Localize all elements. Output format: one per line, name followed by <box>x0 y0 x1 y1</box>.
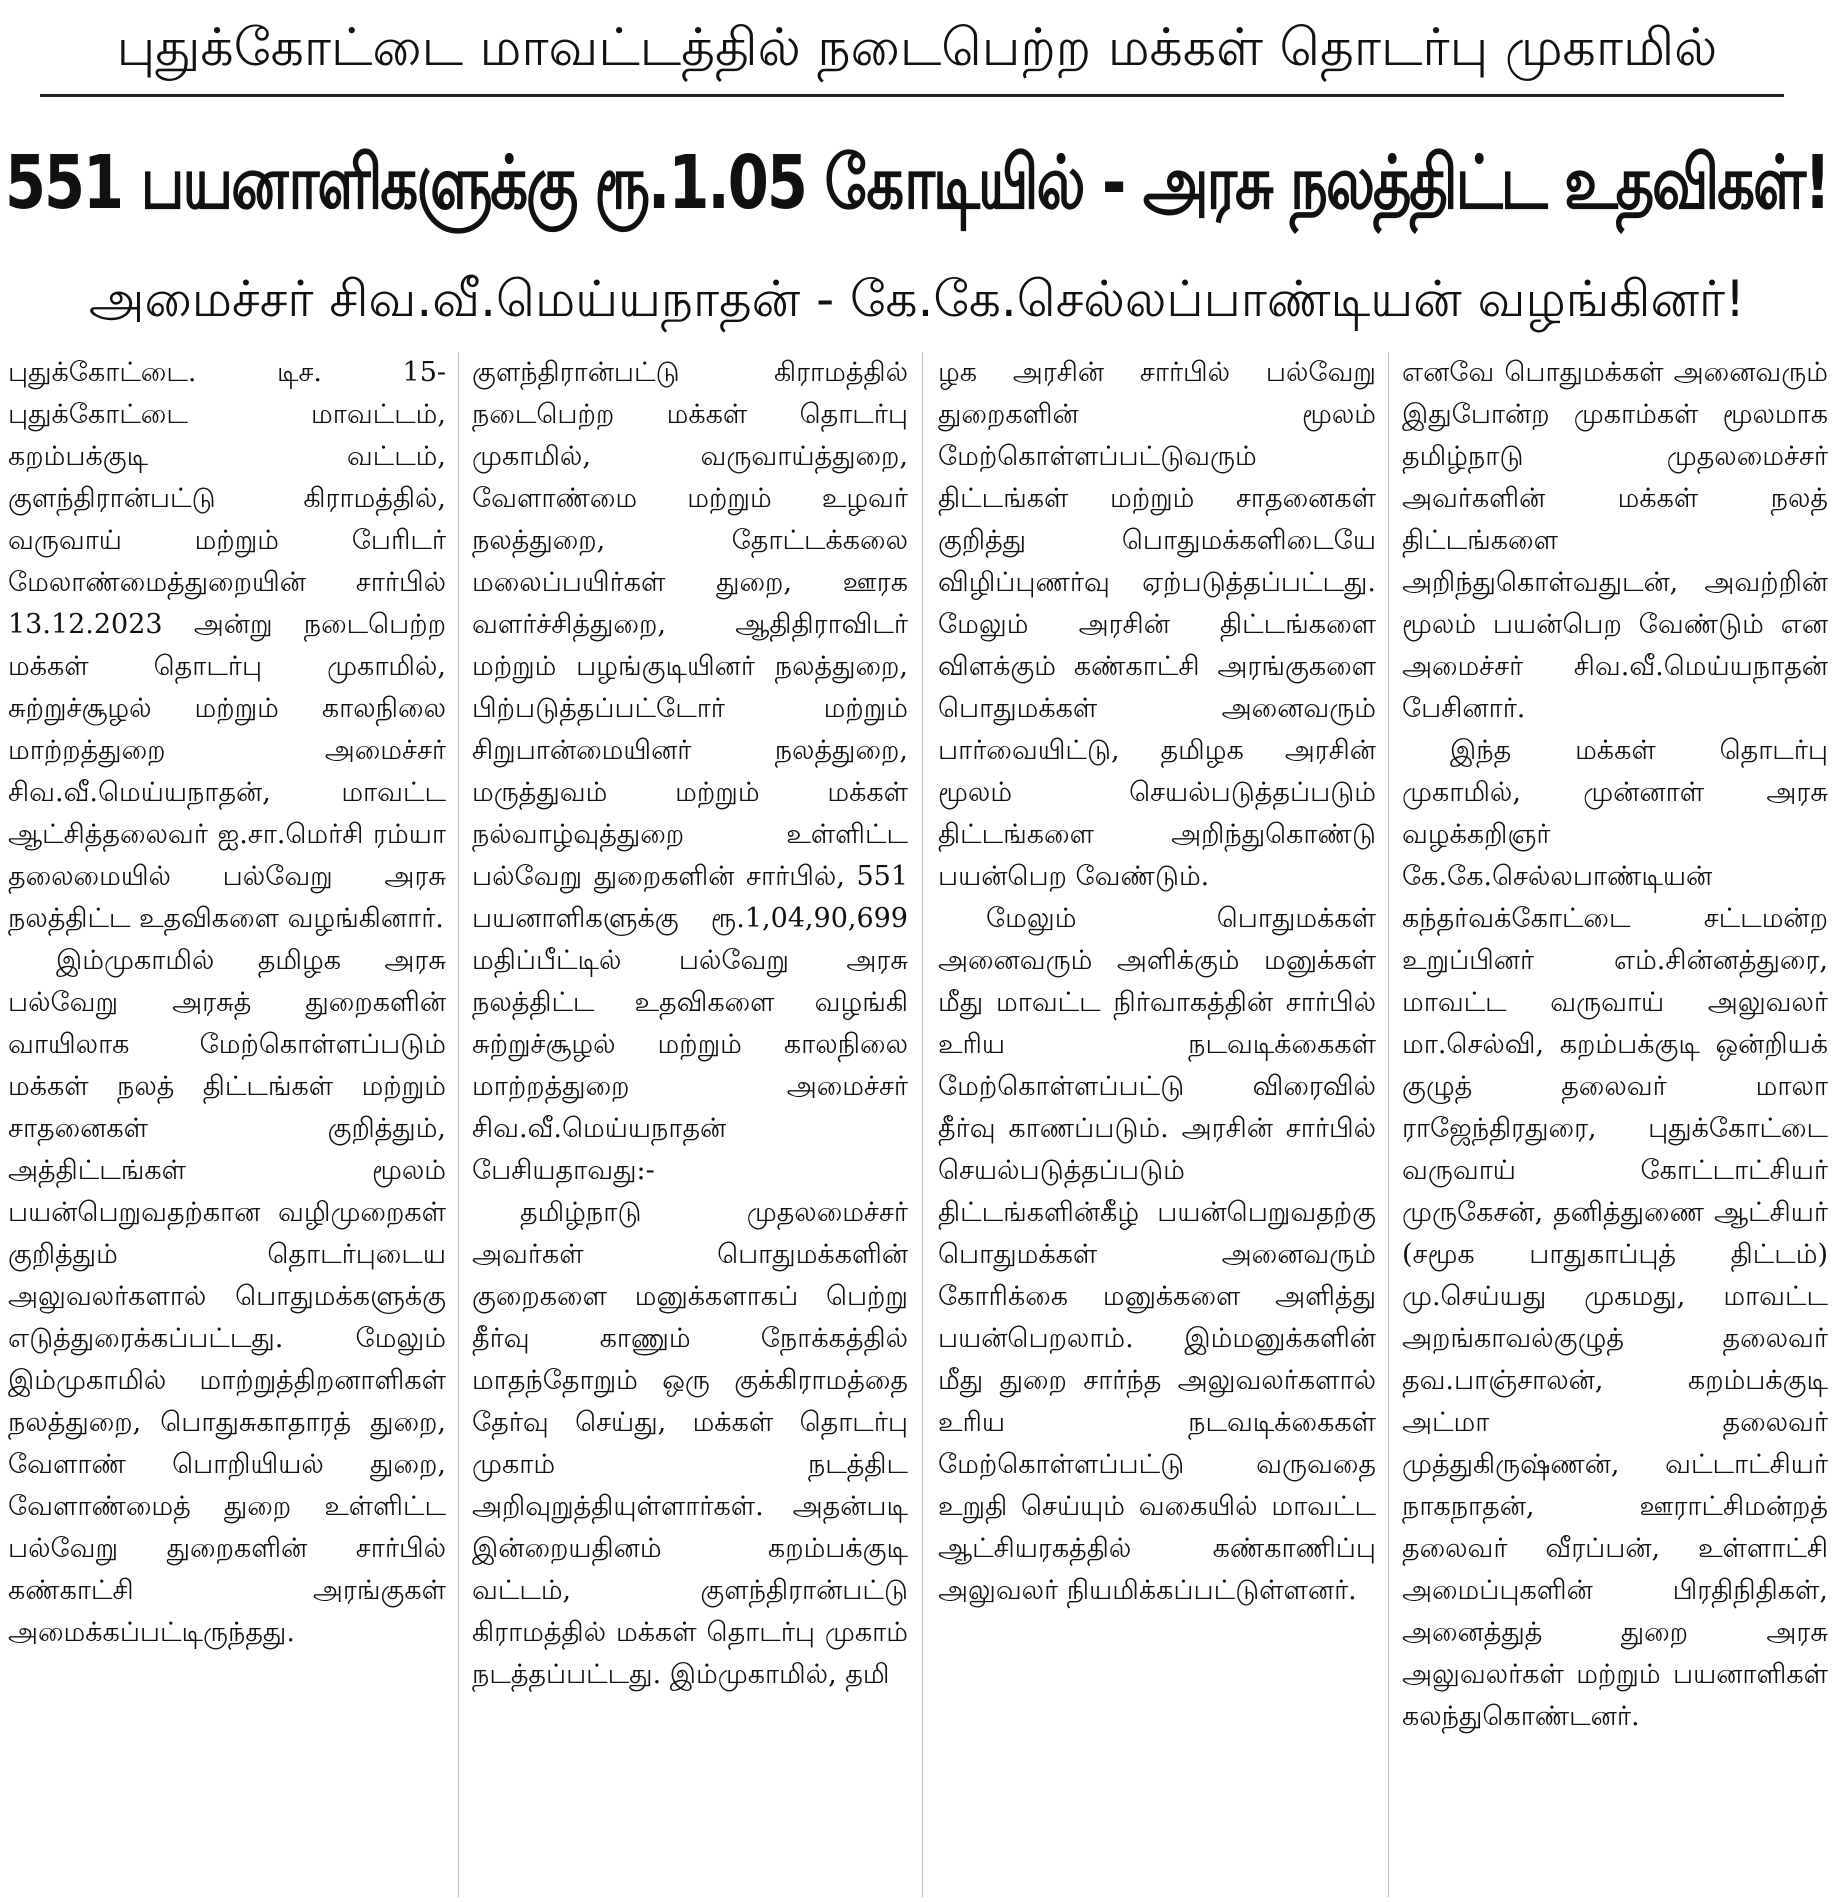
paragraph: புதுக்கோட்டை. டிச. 15- புதுக்கோட்டை மாவட்டம், கறம்பக்குடி வட்டம், குளந்திரான்பட்டு கிராமத்தில், வருவாய் மற்றும் பேரிடர் மேலாண்மைத்துறையின் சார்பில் 13.12.2023 அன்று நடைபெற்ற மக்கள் தொடர்பு முகாமில், சுற்றுச்சூழல் மற்றும் காலநிலை மாற்றத்துறை அமைச்சர் சிவ.வீ.மெய்யநாதன், மாவட்ட ஆட்சித்தலைவர் ஐ.சா.மெர்சி ரம்யா தலைமையில் பல்வேறு அரசு நலத்திட்ட உதவிகளை வழங்கினார். <box>8 357 446 934</box>
article-column-2 <box>472 352 908 1897</box>
column-divider <box>922 352 923 1897</box>
article-headline: 551 பயனாளிகளுக்கு ரூ.1.05 கோடியில் - அரசு நலத்திட்ட உதவிகள்! <box>4 139 1830 226</box>
paragraph: மேலும் பொதுமக்கள் அனைவரும் அளிக்கும் மனுக்கள் மீது மாவட்ட நிர்வாகத்தின் சார்பில் உரிய நடவடிக்கைகள் மேற்கொள்ளப்பட்டு விரைவில் தீர்வு காணப்படும். அரசின் சார்பில் செயல்படுத்தப்படும் திட்டங்களின்கீழ் பயன்பெறுவதற்கு பொதுமக்கள் அனைவரும் கோரிக்கை மனுக்களை அளித்து பயன்பெறலாம். இம்மனுக்களின் மீது துறை சார்ந்த அலுவலர்களால் உரிய நடவடிக்கைகள் மேற்கொள்ளப்பட்டு வருவதை உறுதி செய்யும் வகையில் மாவட்ட ஆட்சியரகத்தில் கண்காணிப்பு அலுவலர் நியமிக்கப்பட்டுள்ளனர். <box>938 903 1376 1606</box>
paragraph: இந்த மக்கள் தொடர்பு முகாமில், முன்னாள் அரசு வழக்கறிஞர் கே.கே.செல்லபாண்டியன் கந்தர்வக்கோட்டை சட்டமன்ற உறுப்பினர் எம்.சின்னத்துரை, மாவட்ட வருவாய் அலுவலர் மா.செல்வி, கறம்பக்குடி ஒன்றியக் குழுத் தலைவர் மாலா ராஜேந்திரதுரை, புதுக்கோட்டை வருவாய் கோட்டாட்சியர் முருகேசன், தனித்துணை ஆட்சியர் (சமூக பாதுகாப்புத் திட்டம்) மு.செய்யது முகமது, மாவட்ட அறங்காவல்குழுத் தலைவர் தவ.பாஞ்சாலன், கறம்பக்குடி அட்மா தலைவர் முத்துகிருஷ்ணன், வட்டாட்சியர் நாகநாதன், ஊராட்சிமன்றத் தலைவர் வீரப்பன், உள்ளாட்சி அமைப்புகளின் பிரதிநிதிகள், அனைத்துத் துறை அரசு அலுவலர்கள் மற்றும் பயனாளிகள் கலந்துகொண்டனர். <box>1402 735 1828 1732</box>
paragraph: ழக அரசின் சார்பில் பல்வேறு துறைகளின் மூலம் மேற்கொள்ளப்பட்டுவரும் திட்டங்கள் மற்றும் சாதனைகள் குறித்து பொதுமக்களிடையே விழிப்புணர்வு ஏற்படுத்தப்பட்டது. மேலும் அரசின் திட்டங்களை விளக்கும் கண்காட்சி அரங்குகளை பொதுமக்கள் அனைவரும் பார்வையிட்டு, தமிழக அரசின் மூலம் செயல்படுத்தப்படும் திட்டங்களை அறிந்துகொண்டு பயன்பெற வேண்டும். <box>938 357 1376 892</box>
article-column-1 <box>8 352 446 1897</box>
article-subheadline: அமைச்சர் சிவ.வீ.மெய்யநாதன் - கே.கே.செல்லப்பாண்டியன் வழங்கினர்! <box>88 270 1746 328</box>
paragraph: எனவே பொதுமக்கள் அனைவரும் இதுபோன்ற முகாம்கள் மூலமாக தமிழ்நாடு முதலமைச்சர் அவர்களின் மக்கள் நலத் திட்டங்களை அறிந்துகொள்வதுடன், அவற்றின் மூலம் பயன்பெற வேண்டும் என அமைச்சர் சிவ.வீ.மெய்யநாதன் பேசினார். <box>1402 357 1828 724</box>
paragraph: குளந்திரான்பட்டு கிராமத்தில் நடைபெற்ற மக்கள் தொடர்பு முகாமில், வருவாய்த்துறை, வேளாண்மை மற்றும் உழவர் நலத்துறை, தோட்டக்கலை மலைப்பயிர்கள் துறை, ஊரக வளர்ச்சித்துறை, ஆதிதிராவிடர் மற்றும் பழங்குடியினர் நலத்துறை, பிற்படுத்தப்பட்டோர் மற்றும் சிறுபான்மையினர் நலத்துறை, மருத்துவம் மற்றும் மக்கள் நல்வாழ்வுத்துறை உள்ளிட்ட பல்வேறு துறைகளின் சார்பில், 551 பயனாளிகளுக்கு ரூ.1,04,90,699 மதிப்பீட்டில் பல்வேறு அரசு நலத்திட்ட உதவிகளை வழங்கி சுற்றுச்சூழல் மற்றும் காலநிலை மாற்றத்துறை அமைச்சர் சிவ.வீ.மெய்யநாதன் பேசியதாவது:- <box>472 357 908 1186</box>
article-column-4 <box>1402 352 1828 1897</box>
article-column-3 <box>938 352 1376 1897</box>
paragraph: இம்முகாமில் தமிழக அரசு பல்வேறு அரசுத் துறைகளின் வாயிலாக மேற்கொள்ளப்படும் மக்கள் நலத் திட்டங்கள் மற்றும் சாதனைகள் குறித்தும், அத்திட்டங்கள் மூலம் பயன்பெறுவதற்கான வழிமுறைகள் குறித்தும் தொடர்புடைய அலுவலர்களால் பொதுமக்களுக்கு எடுத்துரைக்கப்பட்டது. மேலும் இம்முகாமில் மாற்றுத்திறனாளிகள் நலத்துறை, பொதுசுகாதாரத் துறை, வேளாண் பொறியியல் துறை, வேளாண்மைத் துறை உள்ளிட்ட பல்வேறு துறைகளின் சார்பில் கண்காட்சி அரங்குகள் அமைக்கப்பட்டிருந்தது. <box>8 945 446 1648</box>
column-divider <box>458 352 459 1897</box>
article-kicker: புதுக்கோட்டை மாவட்டத்தில் நடைபெற்ற மக்கள் தொடர்பு முகாமில் <box>116 18 1718 78</box>
column-divider <box>1388 352 1389 1897</box>
paragraph: தமிழ்நாடு முதலமைச்சர் அவர்கள் பொதுமக்களின் குறைகளை மனுக்களாகப் பெற்று தீர்வு காணும் நோக்கத்தில் மாதந்தோறும் ஒரு குக்கிராமத்தை தேர்வு செய்து, மக்கள் தொடர்பு முகாம் நடத்திட அறிவுறுத்தியுள்ளார்கள். அதன்படி இன்றையதினம் கறம்பக்குடி வட்டம், குளந்திரான்பட்டு கிராமத்தில் மக்கள் தொடர்பு முகாம் நடத்தப்பட்டது. இம்முகாமில், தமி <box>472 1197 908 1690</box>
